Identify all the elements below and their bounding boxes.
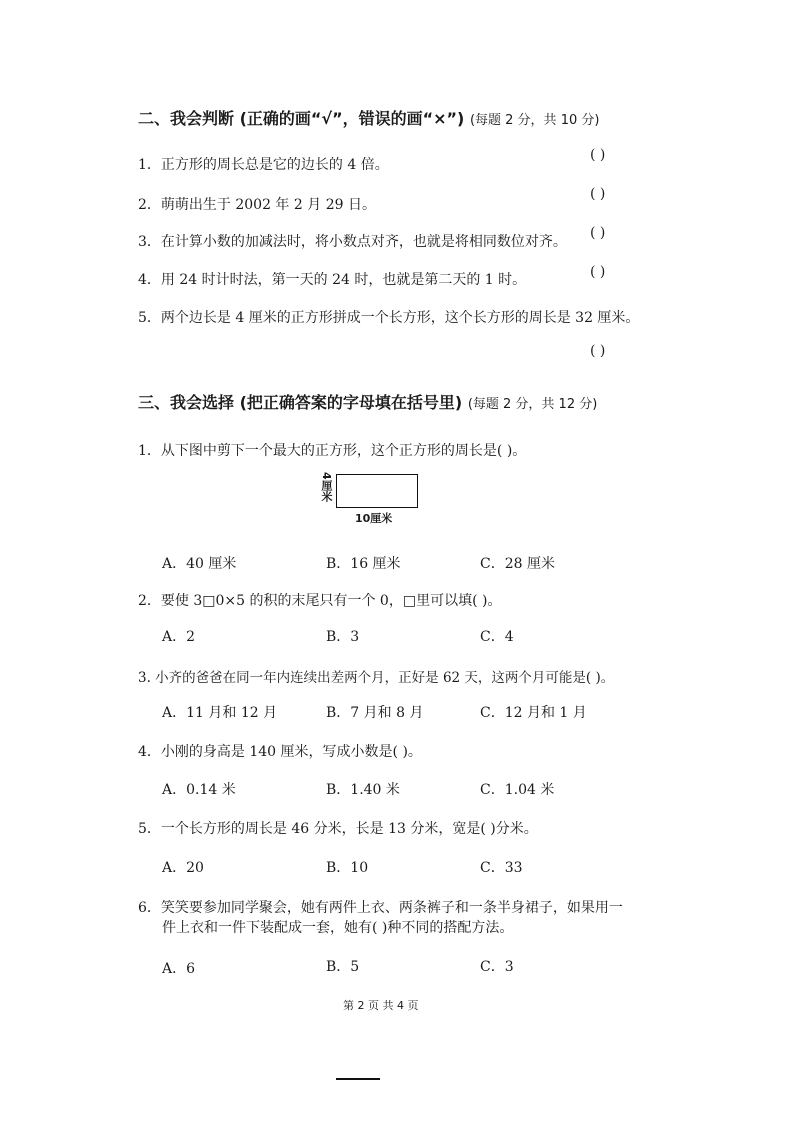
section2-points: (每题 2 分，共 10 分) — [469, 113, 600, 128]
section2-instruction: (正确的画“√”，错误的画“×”) — [239, 109, 465, 128]
choice-question-5: 5．一个长方形的周长是 46 分米，长是 13 分米，宽是( )分米。 — [138, 821, 538, 837]
choice-question-1: 1．从下图中剪下一个最大的正方形，这个正方形的周长是( )。 — [138, 443, 527, 459]
judge-item-5: 5．两个边长是 4 厘米的正方形拼成一个长方形，这个长方形的周长是 32 厘米。 — [138, 310, 640, 326]
q6-option-b[interactable]: B．5 — [326, 959, 360, 975]
q6-option-a[interactable]: A．6 — [162, 961, 196, 977]
q4-option-b[interactable]: B．1.40 米 — [326, 782, 400, 798]
q1-option-b[interactable]: B．16 厘米 — [326, 556, 401, 572]
section3-header — [138, 390, 597, 413]
judge-item-4: 4．用 24 时计时法，第一天的 24 时，也就是第二天的 1 时。 — [138, 272, 527, 288]
q3-option-c[interactable]: C．12 月和 1 月 — [480, 705, 587, 721]
judge-item-1: 1．正方形的周长总是它的边长的 4 倍。 — [138, 157, 389, 173]
q4-option-a[interactable]: A．0.14 米 — [162, 782, 236, 798]
choice-question-6-line1: 6．笑笑要参加同学聚会，她有两件上衣、两条裤子和一条半身裙子，如果用一 — [138, 900, 623, 916]
choice-question-3: 3. 小齐的爸爸在同一年内连续出差两个月，正好是 62 天，这两个月可能是( )。 — [138, 670, 615, 686]
rectangle-shape — [336, 474, 418, 508]
q1-option-c[interactable]: C．28 厘米 — [480, 556, 555, 572]
answer-paren-4[interactable]: ( ) — [590, 264, 606, 280]
q1-option-a[interactable]: A．40 厘米 — [162, 556, 237, 572]
answer-paren-2[interactable]: ( ) — [590, 186, 606, 202]
answer-paren-3[interactable]: ( ) — [590, 225, 606, 241]
bottom-rule — [336, 1078, 380, 1080]
choice-question-2: 2．要使 3□0×5 的积的末尾只有一个 0，□里可以填( )。 — [138, 593, 502, 609]
width-label: 10厘米 — [355, 512, 393, 525]
q3-option-b[interactable]: B．7 月和 8 月 — [326, 705, 424, 721]
q5-option-a[interactable]: A．20 — [162, 860, 204, 876]
answer-paren-5[interactable]: ( ) — [590, 343, 606, 359]
q4-option-c[interactable]: C．1.04 米 — [480, 782, 555, 798]
answer-paren-1[interactable]: ( ) — [590, 147, 606, 163]
page-number: 第 2 页 共 4 页 — [343, 999, 419, 1012]
section3-points: (每题 2 分，共 12 分) — [467, 397, 598, 412]
section2-header — [138, 106, 599, 129]
height-label: 4厘米 — [320, 472, 333, 502]
judge-item-3: 3．在计算小数的加减法时，将小数点对齐，也就是将相同数位对齐。 — [138, 234, 567, 250]
section3-instruction: (把正确答案的字母填在括号里) — [239, 393, 463, 412]
q6-option-c[interactable]: C．3 — [480, 959, 514, 975]
section2-title: 二、我会判断 — [138, 109, 235, 128]
judge-item-2: 2．萌萌出生于 2002 年 2 月 29 日。 — [138, 197, 376, 213]
q2-option-b[interactable]: B．3 — [326, 629, 360, 645]
q3-option-a[interactable]: A．11 月和 12 月 — [162, 705, 278, 721]
q2-option-a[interactable]: A．2 — [162, 629, 196, 645]
section3-title: 三、我会选择 — [138, 393, 235, 412]
q2-option-c[interactable]: C．4 — [480, 629, 514, 645]
choice-question-4: 4．小刚的身高是 140 厘米，写成小数是( )。 — [138, 744, 422, 760]
choice-question-6-line2: 件上衣和一件下装配成一套，她有( )种不同的搭配方法。 — [162, 920, 514, 936]
q5-option-c[interactable]: C．33 — [480, 860, 523, 876]
q5-option-b[interactable]: B．10 — [326, 860, 369, 876]
